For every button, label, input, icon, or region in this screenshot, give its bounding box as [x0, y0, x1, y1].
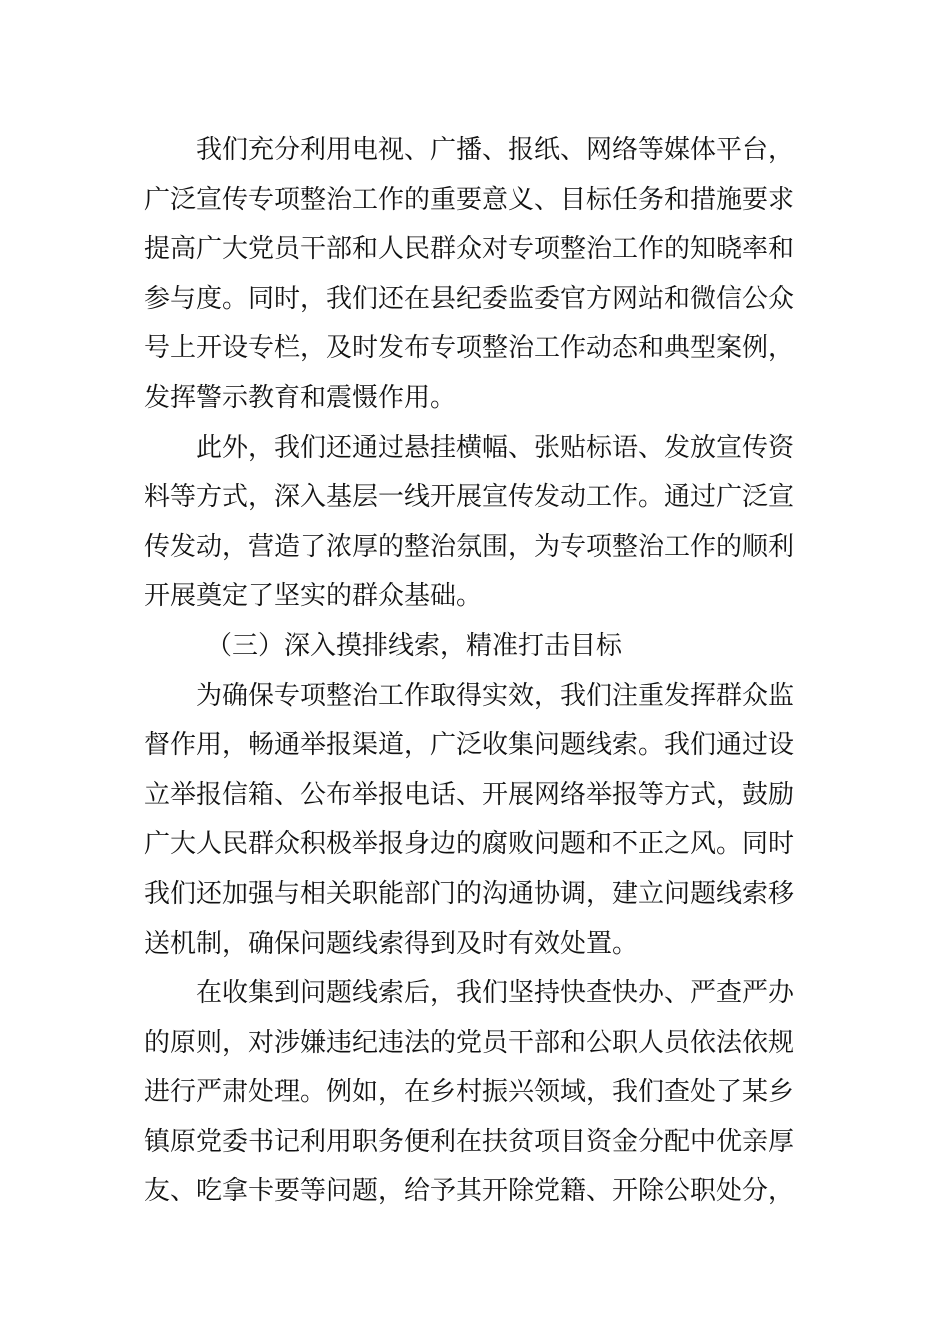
text-line: 立举报信箱、公布举报电话、开展网络举报等方式，鼓励	[144, 779, 795, 810]
text-line: 料等方式，深入基层一线开展宣传发动工作。通过广泛宣	[144, 482, 795, 513]
text-line: 提高广大党员干部和人民群众对专项整治工作的知晓率和	[144, 234, 795, 265]
text-line: 的原则，对涉嫌违纪违法的党员干部和公职人员依法依规	[144, 1027, 795, 1058]
text-line: 为确保专项整治工作取得实效，我们注重发挥群众监	[196, 680, 795, 711]
text-line: 传发动，营造了浓厚的整治氛围，为专项整治工作的顺利	[144, 531, 795, 562]
text-line: 送机制，确保问题线索得到及时有效处置。	[144, 928, 639, 959]
text-line: 我们充分利用电视、广播、报纸、网络等媒体平台，	[196, 135, 795, 165]
text-line: 广大人民群众积极举报身边的腐败问题和不正之风。同时	[144, 829, 795, 860]
text-line: 我们还加强与相关职能部门的沟通协调，建立问题线索移	[144, 878, 795, 909]
text-line: 镇原党委书记利用职务便利在扶贫项目资金分配中优亲厚	[144, 1126, 795, 1157]
document-body	[144, 126, 808, 1217]
text-line: 号上开设专栏，及时发布专项整治工作动态和典型案例，	[144, 333, 795, 364]
text-line: 此外，我们还通过悬挂横幅、张贴标语、发放宣传资	[196, 432, 795, 463]
paragraph-case-handling	[144, 969, 808, 1217]
text-line: 进行严肃处理。例如，在乡村振兴领域，我们查处了某乡	[144, 1077, 795, 1108]
text-line: 友、吃拿卡要等问题，给予其开除党籍、开除公职处分，	[144, 1176, 795, 1207]
text-line: 广泛宣传专项整治工作的重要意义、目标任务和措施要求	[144, 184, 795, 215]
paragraph-grassroots-publicity	[144, 424, 808, 622]
paragraph-media-publicity	[144, 126, 808, 424]
text-line: 参与度。同时，我们还在县纪委监委官方网站和微信公众	[144, 283, 795, 314]
text-line: 发挥警示教育和震慑作用。	[144, 382, 457, 413]
section-heading-3	[144, 622, 808, 672]
paragraph-clue-collection	[144, 672, 808, 970]
text-line: 督作用，畅通举报渠道，广泛收集问题线索。我们通过设	[144, 730, 795, 761]
section-heading: （三）深入摸排线索，精准打击目标	[206, 630, 623, 661]
text-line: 开展奠定了坚实的群众基础。	[144, 581, 483, 612]
text-line: 在收集到问题线索后，我们坚持快查快办、严查严办	[196, 978, 795, 1009]
